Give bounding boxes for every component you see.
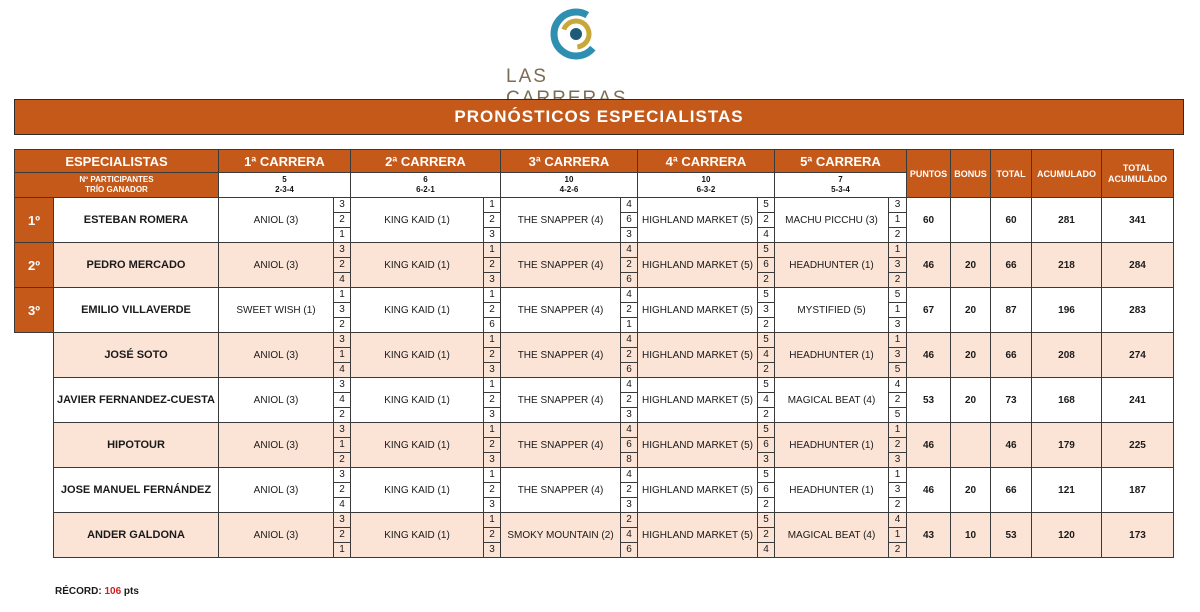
record-unit: pts [123, 586, 139, 597]
race-5-pick: MAGICAL BEAT (4) [775, 378, 889, 423]
trio-label: TRÍO GANADOR [85, 185, 148, 194]
race-4-header: 4ª CARRERA [638, 150, 775, 173]
total-acumulado-value: 283 [1102, 288, 1174, 333]
pick-number: 4 [621, 198, 638, 213]
pick-number: 4 [621, 528, 638, 543]
pick-number: 3 [889, 318, 907, 333]
pick-number: 3 [334, 513, 351, 528]
pick-number: 4 [621, 243, 638, 258]
pick-number: 3 [889, 453, 907, 468]
bonus-value: 10 [951, 513, 991, 558]
pick-number: 1 [334, 438, 351, 453]
race-2-pick: KING KAID (1) [351, 468, 484, 513]
race-4-pick: HIGHLAND MARKET (5) [638, 423, 758, 468]
table-row [15, 333, 1174, 348]
pick-number: 1 [889, 333, 907, 348]
total-acumulado-value: 173 [1102, 513, 1174, 558]
participants-trio-label [15, 173, 219, 198]
pick-number: 2 [484, 348, 501, 363]
bonus-value [951, 423, 991, 468]
pick-number: 3 [334, 303, 351, 318]
race-4-pick: HIGHLAND MARKET (5) [638, 468, 758, 513]
pick-number: 4 [621, 333, 638, 348]
bonus-header: BONUS [951, 150, 991, 198]
pick-number: 1 [889, 528, 907, 543]
pick-number: 3 [334, 378, 351, 393]
race-5-info [775, 173, 907, 198]
pick-number: 2 [889, 393, 907, 408]
pick-number: 2 [758, 273, 775, 288]
race-5-pick: HEADHUNTER (1) [775, 333, 889, 378]
puntos-value: 67 [907, 288, 951, 333]
page-title: PRONÓSTICOS ESPECIALISTAS [14, 99, 1184, 135]
position-empty [15, 513, 54, 558]
puntos-value: 46 [907, 423, 951, 468]
pick-number: 2 [484, 438, 501, 453]
race-3-participants: 10 [564, 175, 574, 184]
race-4-info [638, 173, 775, 198]
pick-number: 3 [484, 273, 501, 288]
las-carreras-logo [498, 6, 658, 86]
pick-number: 3 [484, 453, 501, 468]
pick-number: 2 [758, 408, 775, 423]
pick-number: 2 [621, 348, 638, 363]
race-3-info [501, 173, 638, 198]
race-3-header: 3ª CARRERA [501, 150, 638, 173]
race-3-pick: THE SNAPPER (4) [501, 243, 621, 288]
specialist-name: HIPOTOUR [54, 423, 219, 468]
forecast-table [14, 149, 1174, 558]
bonus-value: 20 [951, 288, 991, 333]
pick-number: 4 [758, 348, 775, 363]
race-2-pick: KING KAID (1) [351, 243, 484, 288]
pick-number: 1 [889, 423, 907, 438]
pick-number: 2 [334, 258, 351, 273]
total-acumulado-header: TOTAL ACUMULADO [1102, 150, 1174, 198]
race-5-trio: 5-3-4 [831, 185, 850, 194]
race-3-pick: THE SNAPPER (4) [501, 468, 621, 513]
race-3-pick: THE SNAPPER (4) [501, 333, 621, 378]
bonus-value: 20 [951, 243, 991, 288]
logo-mark-icon [544, 6, 610, 64]
pick-number: 5 [758, 378, 775, 393]
race-4-pick: HIGHLAND MARKET (5) [638, 333, 758, 378]
pick-number: 4 [889, 513, 907, 528]
pick-number: 5 [889, 363, 907, 378]
race-1-pick: SWEET WISH (1) [219, 288, 334, 333]
puntos-value: 53 [907, 378, 951, 423]
pick-number: 3 [334, 468, 351, 483]
pick-number: 1 [334, 288, 351, 303]
pick-number: 6 [621, 363, 638, 378]
specialist-name: ESTEBAN ROMERA [54, 198, 219, 243]
race-5-pick: MAGICAL BEAT (4) [775, 513, 889, 558]
pick-number: 2 [334, 318, 351, 333]
pick-number: 2 [484, 303, 501, 318]
pick-number: 2 [621, 258, 638, 273]
race-1-trio: 2-3-4 [275, 185, 294, 194]
acumulado-value: 218 [1032, 243, 1102, 288]
pick-number: 5 [758, 513, 775, 528]
specialist-name: JOSE MANUEL FERNÁNDEZ [54, 468, 219, 513]
pick-number: 1 [484, 333, 501, 348]
pick-number: 2 [889, 438, 907, 453]
bonus-value: 20 [951, 378, 991, 423]
pick-number: 1 [889, 468, 907, 483]
pick-number: 1 [334, 228, 351, 243]
total-value: 66 [991, 333, 1032, 378]
race-1-header: 1ª CARRERA [219, 150, 351, 173]
forecast-rows [15, 198, 1174, 558]
race-1-pick: ANIOL (3) [219, 333, 334, 378]
puntos-header: PUNTOS [907, 150, 951, 198]
race-1-pick: ANIOL (3) [219, 423, 334, 468]
pick-number: 3 [889, 483, 907, 498]
pick-number: 5 [758, 198, 775, 213]
table-row [15, 513, 1174, 528]
race-3-pick: THE SNAPPER (4) [501, 423, 621, 468]
position-badge: 3º [15, 288, 54, 333]
pick-number: 2 [889, 273, 907, 288]
position-empty [15, 333, 54, 378]
pick-number: 2 [621, 513, 638, 528]
pick-number: 2 [334, 213, 351, 228]
pick-number: 2 [484, 393, 501, 408]
race-2-pick: KING KAID (1) [351, 288, 484, 333]
race-1-pick: ANIOL (3) [219, 513, 334, 558]
race-2-pick: KING KAID (1) [351, 333, 484, 378]
puntos-value: 60 [907, 198, 951, 243]
position-badge: 1º [15, 198, 54, 243]
pick-number: 5 [889, 408, 907, 423]
total-acumulado-value: 187 [1102, 468, 1174, 513]
record-note [55, 586, 139, 597]
race-5-pick: HEADHUNTER (1) [775, 423, 889, 468]
race-2-pick: KING KAID (1) [351, 198, 484, 243]
record-label: RÉCORD: [55, 586, 102, 597]
pick-number: 2 [484, 213, 501, 228]
acumulado-value: 208 [1032, 333, 1102, 378]
pick-number: 1 [484, 423, 501, 438]
pick-number: 6 [758, 483, 775, 498]
race-3-pick: THE SNAPPER (4) [501, 198, 621, 243]
pick-number: 4 [334, 363, 351, 378]
pick-number: 3 [334, 333, 351, 348]
pick-number: 1 [484, 468, 501, 483]
pick-number: 3 [484, 543, 501, 558]
acumulado-value: 121 [1032, 468, 1102, 513]
pick-number: 2 [889, 228, 907, 243]
pick-number: 3 [334, 423, 351, 438]
race-1-participants: 5 [282, 175, 287, 184]
race-3-trio: 4-2-6 [559, 185, 579, 194]
total-header: TOTAL [991, 150, 1032, 198]
pick-number: 4 [334, 393, 351, 408]
pick-number: 2 [484, 483, 501, 498]
puntos-value: 46 [907, 468, 951, 513]
acumulado-value: 179 [1032, 423, 1102, 468]
pick-number: 5 [758, 468, 775, 483]
pick-number: 4 [621, 468, 638, 483]
race-2-pick: KING KAID (1) [351, 423, 484, 468]
pick-number: 5 [889, 288, 907, 303]
position-empty [15, 468, 54, 513]
table-row [15, 198, 1174, 213]
pick-number: 5 [758, 288, 775, 303]
acumulado-header: ACUMULADO [1032, 150, 1102, 198]
pick-number: 4 [334, 273, 351, 288]
pick-number: 1 [889, 243, 907, 258]
bonus-value [951, 198, 991, 243]
race-2-info [351, 173, 501, 198]
total-acumulado-value: 241 [1102, 378, 1174, 423]
pick-number: 4 [334, 498, 351, 513]
pick-number: 6 [621, 438, 638, 453]
table-row [15, 378, 1174, 393]
table-row [15, 243, 1174, 258]
pick-number: 6 [621, 273, 638, 288]
race-3-pick: SMOKY MOUNTAIN (2) [501, 513, 621, 558]
pick-number: 8 [621, 453, 638, 468]
pick-number: 2 [334, 483, 351, 498]
total-value: 66 [991, 468, 1032, 513]
pick-number: 1 [484, 243, 501, 258]
pick-number: 4 [621, 423, 638, 438]
total-value: 60 [991, 198, 1032, 243]
total-acumulado-value: 284 [1102, 243, 1174, 288]
pick-number: 2 [758, 318, 775, 333]
pick-number: 5 [758, 333, 775, 348]
pick-number: 2 [889, 543, 907, 558]
pick-number: 2 [889, 498, 907, 513]
position-badge: 2º [15, 243, 54, 288]
bonus-value: 20 [951, 333, 991, 378]
pick-number: 3 [889, 348, 907, 363]
pick-number: 3 [758, 303, 775, 318]
total-value: 46 [991, 423, 1032, 468]
total-acumulado-value: 341 [1102, 198, 1174, 243]
pick-number: 3 [484, 498, 501, 513]
race-5-pick: HEADHUNTER (1) [775, 243, 889, 288]
pick-number: 3 [334, 243, 351, 258]
race-1-pick: ANIOL (3) [219, 378, 334, 423]
participantes-label: Nº PARTICIPANTES [79, 175, 154, 184]
race-4-pick: HIGHLAND MARKET (5) [638, 378, 758, 423]
pick-number: 3 [758, 453, 775, 468]
race-5-pick: MYSTIFIED (5) [775, 288, 889, 333]
pick-number: 1 [484, 288, 501, 303]
race-2-trio: 6-2-1 [416, 185, 435, 194]
total-acumulado-value: 274 [1102, 333, 1174, 378]
position-empty [15, 423, 54, 468]
pick-number: 2 [758, 213, 775, 228]
acumulado-value: 281 [1032, 198, 1102, 243]
puntos-value: 46 [907, 243, 951, 288]
pick-number: 6 [758, 438, 775, 453]
race-4-pick: HIGHLAND MARKET (5) [638, 513, 758, 558]
pick-number: 3 [621, 408, 638, 423]
pick-number: 1 [889, 213, 907, 228]
pick-number: 4 [758, 393, 775, 408]
race-4-pick: HIGHLAND MARKET (5) [638, 288, 758, 333]
position-empty [15, 378, 54, 423]
race-4-pick: HIGHLAND MARKET (5) [638, 243, 758, 288]
race-1-pick: ANIOL (3) [219, 468, 334, 513]
pick-number: 2 [758, 528, 775, 543]
acumulado-value: 168 [1032, 378, 1102, 423]
pick-number: 3 [889, 258, 907, 273]
specialist-name: EMILIO VILLAVERDE [54, 288, 219, 333]
race-2-header: 2ª CARRERA [351, 150, 501, 173]
table-row [15, 468, 1174, 483]
record-value: 106 [104, 586, 122, 597]
race-2-participants: 6 [423, 175, 428, 184]
pick-number: 5 [758, 423, 775, 438]
race-5-header: 5ª CARRERA [775, 150, 907, 173]
total-value: 73 [991, 378, 1032, 423]
pick-number: 2 [758, 363, 775, 378]
table-row [15, 288, 1174, 303]
specialist-name: JAVIER FERNANDEZ-CUESTA [54, 378, 219, 423]
race-3-pick: THE SNAPPER (4) [501, 288, 621, 333]
race-1-pick: ANIOL (3) [219, 243, 334, 288]
pick-number: 6 [758, 258, 775, 273]
race-5-pick: HEADHUNTER (1) [775, 468, 889, 513]
pick-number: 1 [889, 303, 907, 318]
pick-number: 3 [621, 228, 638, 243]
total-value: 66 [991, 243, 1032, 288]
pick-number: 1 [334, 543, 351, 558]
race-1-info [219, 173, 351, 198]
pick-number: 1 [484, 198, 501, 213]
total-acumulado-value: 225 [1102, 423, 1174, 468]
pick-number: 4 [889, 378, 907, 393]
race-4-participants: 10 [701, 175, 711, 184]
race-2-pick: KING KAID (1) [351, 378, 484, 423]
pick-number: 3 [889, 198, 907, 213]
race-4-trio: 6-3-2 [696, 185, 716, 194]
race-5-pick: MACHU PICCHU (3) [775, 198, 889, 243]
pick-number: 2 [334, 528, 351, 543]
pick-number: 3 [484, 228, 501, 243]
pick-number: 6 [621, 213, 638, 228]
race-1-pick: ANIOL (3) [219, 198, 334, 243]
race-4-pick: HIGHLAND MARKET (5) [638, 198, 758, 243]
pick-number: 1 [621, 318, 638, 333]
pick-number: 6 [484, 318, 501, 333]
pick-number: 1 [484, 513, 501, 528]
pick-number: 2 [484, 528, 501, 543]
pick-number: 2 [621, 393, 638, 408]
race-5-participants: 7 [838, 175, 843, 184]
pick-number: 6 [621, 543, 638, 558]
puntos-value: 43 [907, 513, 951, 558]
pick-number: 2 [484, 258, 501, 273]
especialistas-header: ESPECIALISTAS [15, 150, 219, 173]
pick-number: 2 [334, 453, 351, 468]
acumulado-value: 196 [1032, 288, 1102, 333]
pick-number: 4 [758, 543, 775, 558]
pick-number: 2 [621, 303, 638, 318]
pick-number: 3 [484, 408, 501, 423]
table-row [15, 423, 1174, 438]
pick-number: 4 [758, 228, 775, 243]
total-value: 53 [991, 513, 1032, 558]
pick-number: 5 [758, 243, 775, 258]
pick-number: 2 [334, 408, 351, 423]
bonus-value: 20 [951, 468, 991, 513]
total-value: 87 [991, 288, 1032, 333]
pick-number: 1 [334, 348, 351, 363]
pick-number: 3 [621, 498, 638, 513]
acumulado-value: 120 [1032, 513, 1102, 558]
specialist-name: PEDRO MERCADO [54, 243, 219, 288]
puntos-value: 46 [907, 333, 951, 378]
pick-number: 2 [621, 483, 638, 498]
pick-number: 1 [484, 378, 501, 393]
race-2-pick: KING KAID (1) [351, 513, 484, 558]
pick-number: 4 [621, 288, 638, 303]
specialist-name: ANDER GALDONA [54, 513, 219, 558]
race-3-pick: THE SNAPPER (4) [501, 378, 621, 423]
logo-text: LAS [506, 66, 548, 87]
pick-number: 3 [484, 363, 501, 378]
specialist-name: JOSÉ SOTO [54, 333, 219, 378]
pick-number: 2 [758, 498, 775, 513]
pick-number: 3 [334, 198, 351, 213]
pick-number: 4 [621, 378, 638, 393]
